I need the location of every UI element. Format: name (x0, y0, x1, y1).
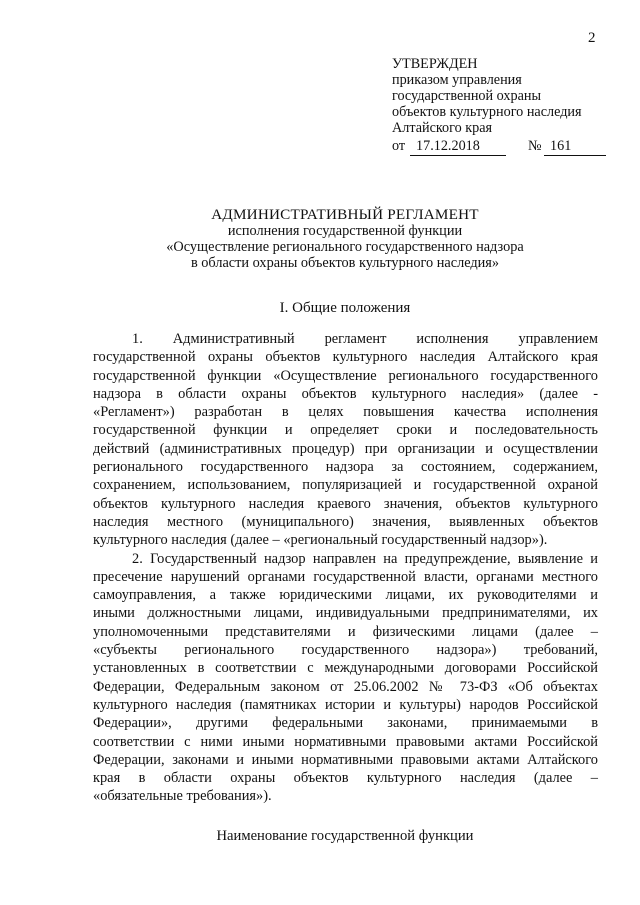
approval-line: УТВЕРЖДЕН (392, 56, 478, 72)
text-line: сохранением, использованием, популяризацией и государственной охраной (93, 477, 598, 494)
title-main: АДМИНИСТРАТИВНЫЙ РЕГЛАМЕНТ (211, 206, 479, 223)
approval-line: Алтайского края (392, 120, 493, 136)
title-line: в области охраны объектов культурного наследия» (190, 255, 500, 271)
text-line: соответствии с ними иными нормативными правовыми актами Российской (93, 733, 598, 750)
text-line: наследия местного (муниципального) значения, выявленных объектов (93, 513, 598, 530)
approval-line: приказом управления (392, 72, 522, 88)
date-label: от (392, 138, 406, 154)
text-line: надзора в области охраны объектов культурного наследия» (далее - (93, 385, 598, 402)
text-line: 2. Государственный надзор направлен на предупреждение, выявление и (132, 550, 598, 567)
section-heading: I. Общие положения (279, 300, 411, 316)
approval-line: объектов культурного наследия (392, 104, 582, 120)
title-line: исполнения государственной функции (227, 223, 463, 239)
text-line: «субъекты регионального государственного надзора») требований, (93, 642, 598, 659)
text-line: «Регламент») разработан в целях повышения качества исполнения (93, 404, 598, 421)
text-line: Федерации, Федеральным законом от 25.06.2002 № 73-ФЗ «Об объектах (93, 678, 598, 695)
text-line: объектов культурного наследия краевого значения, объектов культурного (93, 495, 598, 512)
text-line: самоуправления, а также юридическими лицами, их руководителями и (93, 587, 598, 604)
page-number: 2 (588, 30, 596, 46)
text-line: Федерации, законами и иными нормативными правовыми актами Алтайского (93, 751, 598, 768)
text-line: «обязательные требования»). (93, 788, 272, 805)
document-title (90, 207, 600, 271)
text-line: государственной функции и определяет сроки и последовательность (93, 422, 598, 439)
text-line: 1. Административный регламент исполнения управлением (132, 331, 598, 347)
text-line: государственной функции «Осуществление регионального государственного (93, 367, 598, 384)
text-line: государственной охраны объектов культурного наследия Алтайского края (93, 349, 598, 366)
title-line: «Осуществление регионального государственного надзора (166, 239, 524, 255)
paragraph-2 (93, 550, 598, 806)
text-line: установленных в соответствии с международными договорами Российской (93, 660, 598, 677)
text-line: уполномоченными представителями и физическими лицами (далее – (93, 623, 598, 640)
approval-number: 161 (544, 138, 606, 156)
text-line: Федерации», другими федеральными законами, принимаемыми в (93, 715, 598, 732)
text-line: культурного наследия (памятниках истории и культуры) народов Российской (93, 696, 598, 713)
approval-line: государственной охраны (392, 88, 542, 104)
approval-stamp (392, 56, 604, 158)
body-text (93, 330, 598, 806)
approval-date: 17.12.2018 (410, 138, 506, 156)
text-line: иными должностными лицами, индивидуальными предпринимателями, их (93, 605, 598, 622)
function-heading: Наименование государственной функции (216, 828, 474, 844)
paragraph-1 (93, 330, 598, 550)
text-line: культурного наследия (далее – «региональный государственный надзор»). (93, 532, 548, 549)
text-line: регионального государственного надзора за состоянием, содержанием, (93, 459, 598, 476)
text-line: действий (административных процедур) при организации и осуществлении (93, 440, 598, 457)
text-line: пресечение нарушений органами государственной власти, органами местного (93, 568, 598, 585)
number-label: № (528, 138, 542, 154)
approval-date-number-row (392, 138, 604, 158)
text-line: края в области охраны объектов культурного наследия (далее – (93, 770, 598, 787)
